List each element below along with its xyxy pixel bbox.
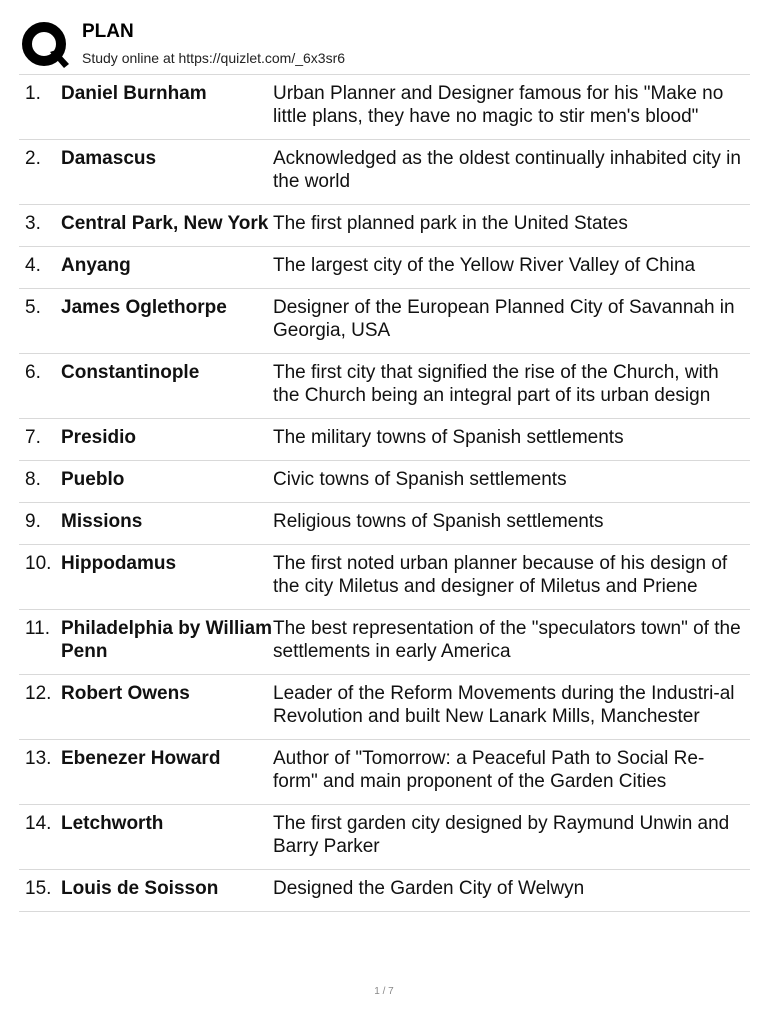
row-number: 13. bbox=[25, 748, 52, 769]
table-row bbox=[19, 289, 750, 354]
table-row bbox=[19, 870, 750, 912]
definition-text: The first planned park in the United States bbox=[273, 213, 628, 234]
term-text: Anyang bbox=[61, 255, 131, 276]
term-text: Ebenezer Howard bbox=[61, 748, 221, 769]
definition-text: The military towns of Spanish settlements bbox=[273, 427, 624, 448]
term-text: Louis de Soisson bbox=[61, 878, 219, 899]
row-number: 15. bbox=[25, 878, 52, 899]
term-text: Constantinople bbox=[61, 362, 200, 383]
definition-text: The first city that signified the rise of the Church, with the Church being an integral part of its urban design bbox=[273, 362, 719, 406]
table-row bbox=[19, 740, 750, 805]
term-text: Robert Owens bbox=[61, 683, 190, 704]
definition-text: Designed the Garden City of Welwyn bbox=[273, 878, 585, 899]
table-row bbox=[19, 354, 750, 419]
row-number: 9. bbox=[25, 511, 41, 532]
row-number: 1. bbox=[25, 83, 41, 104]
definition-text: The first noted urban planner because of his design of the city Miletus and designer of Miletus and Priene bbox=[273, 553, 728, 597]
row-number: 8. bbox=[25, 469, 41, 490]
row-number: 10. bbox=[25, 553, 52, 574]
term-text: James Oglethorpe bbox=[61, 297, 227, 318]
term-text: Missions bbox=[61, 511, 143, 532]
table-row bbox=[19, 75, 750, 140]
row-number: 4. bbox=[25, 255, 41, 276]
term-text: Presidio bbox=[61, 427, 136, 448]
page-indicator: 1 / 7 bbox=[374, 986, 394, 997]
definition-text: Acknowledged as the oldest continually inhabited city in the world bbox=[273, 148, 741, 192]
term-text: Damascus bbox=[61, 148, 157, 169]
term-text: Letchworth bbox=[61, 813, 164, 834]
table-row bbox=[19, 675, 750, 740]
table-row bbox=[19, 247, 750, 289]
term-text: Philadelphia by William Penn bbox=[61, 618, 272, 662]
row-number: 11. bbox=[25, 618, 51, 639]
table-row bbox=[19, 545, 750, 610]
definition-text: Leader of the Reform Movements during the Industri-al Revolution and built New Lanark Mills, Manchester bbox=[273, 683, 735, 727]
table-row bbox=[19, 503, 750, 545]
row-number: 7. bbox=[25, 427, 41, 448]
definition-text: The best representation of the "speculators town" of the settlements in early America bbox=[273, 618, 741, 662]
page-header bbox=[20, 20, 750, 72]
row-number: 3. bbox=[25, 213, 41, 234]
definition-text: Civic towns of Spanish settlements bbox=[273, 469, 567, 490]
study-link-text: Study online at https://quizlet.com/_6x3sr6 bbox=[82, 50, 346, 66]
definition-text: Designer of the European Planned City of Savannah in Georgia, USA bbox=[273, 297, 735, 341]
definition-text: The largest city of the Yellow River Valley of China bbox=[273, 255, 696, 276]
table-row bbox=[19, 805, 750, 870]
table-row bbox=[19, 610, 750, 675]
row-number: 5. bbox=[25, 297, 41, 318]
term-text: Daniel Burnham bbox=[61, 83, 207, 104]
row-number: 12. bbox=[25, 683, 52, 704]
table-row bbox=[19, 205, 750, 247]
terms-table bbox=[19, 74, 750, 912]
definition-text: Urban Planner and Designer famous for his "Make no little plans, they have no magic to stir men's blood" bbox=[273, 83, 724, 127]
quizlet-logo-icon bbox=[20, 20, 70, 70]
term-text: Pueblo bbox=[61, 469, 125, 490]
row-number: 2. bbox=[25, 148, 41, 169]
row-number: 6. bbox=[25, 362, 41, 383]
definition-text: Author of "Tomorrow: a Peaceful Path to Social Re-form" and main proponent of the Garden Cities bbox=[273, 748, 705, 792]
term-text: Central Park, New York bbox=[61, 213, 269, 234]
table-row bbox=[19, 461, 750, 503]
definition-text: The first garden city designed by Raymund Unwin and Barry Parker bbox=[273, 813, 730, 857]
page-title: PLAN bbox=[82, 21, 134, 42]
term-text: Hippodamus bbox=[61, 553, 177, 574]
definition-text: Religious towns of Spanish settlements bbox=[273, 511, 604, 532]
row-number: 14. bbox=[25, 813, 52, 834]
table-row bbox=[19, 140, 750, 205]
table-row bbox=[19, 419, 750, 461]
